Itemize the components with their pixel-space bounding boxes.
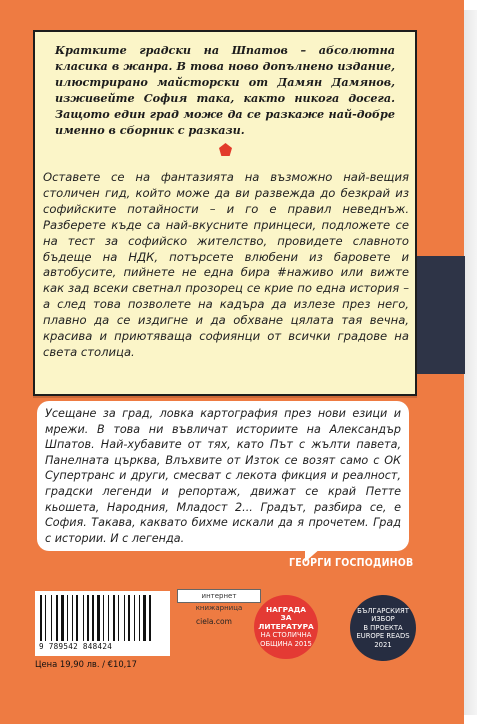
shop-tag[interactable]: интернет книжарница bbox=[177, 589, 261, 603]
barcode-bar bbox=[61, 595, 64, 641]
europe-line-1: БЪЛГАРСКИЯТ bbox=[357, 606, 409, 615]
barcode-bar bbox=[65, 595, 66, 641]
barcode-bar bbox=[83, 595, 84, 641]
barcode-bar bbox=[110, 595, 112, 641]
europe-line-4: EUROPE READS bbox=[356, 632, 410, 641]
barcode-bar bbox=[45, 595, 46, 641]
review-text bbox=[45, 406, 401, 546]
pentagon-icon bbox=[219, 143, 232, 156]
barcode-bar bbox=[128, 595, 130, 641]
barcode-bar bbox=[124, 595, 125, 641]
barcode-bar bbox=[95, 595, 96, 641]
barcode-bar bbox=[103, 595, 104, 641]
europe-line-5: 2021 bbox=[374, 640, 392, 649]
barcode-bar bbox=[120, 595, 123, 641]
europe-reads-badge bbox=[350, 595, 416, 661]
review-part-1: Усещане за град, ловка картография през нови езици и мрежи. В това ни въвличат историите на Александър Шпатов. Най-хубавите от тях, като bbox=[45, 407, 401, 452]
europe-line-2: ИЗБОР bbox=[371, 615, 395, 624]
review-sep-1: , bbox=[397, 438, 401, 452]
review-part-2: и други, смесват с лекота фикция и реалност, градски легенди и репортаж, движат се край Петте кьошета, Народния, Младост 2... Градът, разбира се, е София. Такава, каквато бихме искали да я прочетем. Град с истории. И с легенда. bbox=[45, 469, 401, 545]
europe-line-3: В ПРОЕКТА bbox=[363, 623, 403, 632]
publisher-site[interactable]: ciela.com bbox=[196, 617, 232, 626]
barcode-bar bbox=[143, 595, 146, 641]
blurb-description: Оставете се на фантазията на възможно най-вещия столичен гид, който може да ви развежда до безкрай из софийските потайности – и го е правил неведнъж. Разберете къде са най-вкусните принцеси, подложете се на тест за софийско жителство, провидете славното бъдеще на НДК, потърсете влюбени из бароветe и автобусите, пийнете не една бира #наживо или вижте как зад всеки светнал прозорец се крие по една история – а след това позволете на кадъра да излезе през него, плавно да се издигне и да обхване цялата тая вечна, красива и приютяваща софиянци от всички градове на света столица. bbox=[43, 170, 409, 359]
blurb-quote: Кратките градски на Шпатов – абсолютна класика в жанра. В това ново допълнено издание, илюстрирано майсторски от Дамян Дамянов, изживейте София така, както никога досега. Защото един град може да се разкаже най-добре именно в сборник с разкази. bbox=[55, 43, 395, 137]
back-info-panel bbox=[35, 588, 260, 668]
award-line-2: ЗА ЛИТЕРАТУРА bbox=[258, 613, 314, 631]
barcode-bar bbox=[85, 595, 86, 641]
barcode-bar bbox=[136, 595, 138, 641]
barcode-bar bbox=[72, 595, 73, 641]
review-title-3: Влъхвите от Изток се возят само с ОК Супертранс bbox=[45, 453, 401, 483]
barcode-bar bbox=[113, 595, 115, 641]
barcode-box bbox=[35, 591, 170, 656]
barcode-bar bbox=[47, 595, 50, 641]
barcode-bar bbox=[51, 595, 52, 641]
barcode-bar bbox=[131, 595, 133, 641]
barcode-bar bbox=[74, 595, 75, 641]
barcode-bar bbox=[149, 595, 151, 641]
isbn-number: 9 789542 848424 bbox=[39, 642, 113, 651]
barcode-bar bbox=[76, 595, 78, 641]
barcode-bar bbox=[116, 595, 117, 641]
barcode-bar bbox=[126, 595, 127, 641]
barcode-bar bbox=[40, 595, 42, 641]
review-author: ГЕОРГИ ГОСПОДИНОВ bbox=[289, 557, 414, 569]
barcode-bar bbox=[87, 595, 89, 641]
blurb-panel bbox=[33, 30, 417, 396]
barcode-bar bbox=[134, 595, 135, 641]
barcode-bar bbox=[53, 595, 55, 641]
review-bubble bbox=[37, 401, 409, 551]
barcode-bar bbox=[90, 595, 91, 641]
award-line-4: ОБЩИНА 2015 bbox=[260, 639, 312, 648]
award-line-1: НАГРАДА bbox=[265, 604, 307, 614]
barcode-bar bbox=[69, 595, 71, 641]
page-edge bbox=[464, 10, 477, 715]
review-title-1: Път с жълти павета bbox=[270, 438, 398, 452]
barcode-bar bbox=[59, 595, 60, 641]
review-sep-2: , bbox=[156, 453, 166, 467]
price-label: Цена 19,90 лв. / €10,17 bbox=[35, 659, 137, 669]
review-title-2: Панелната църква bbox=[45, 453, 157, 467]
barcode-bar bbox=[108, 595, 109, 641]
barcode-bar bbox=[101, 595, 102, 641]
barcode-icon bbox=[40, 595, 164, 641]
barcode-bar bbox=[118, 595, 119, 641]
barcode-bar bbox=[141, 595, 142, 641]
barcode-bar bbox=[67, 595, 68, 641]
barcode-bar bbox=[147, 595, 148, 641]
barcode-bar bbox=[79, 595, 82, 641]
barcode-bar bbox=[139, 595, 140, 641]
barcode-bar bbox=[92, 595, 94, 641]
award-badge bbox=[254, 595, 318, 659]
barcode-bar bbox=[97, 595, 100, 641]
barcode-bar bbox=[105, 595, 107, 641]
barcode-bar bbox=[43, 595, 44, 641]
barcode-bar bbox=[56, 595, 58, 641]
award-line-3: НА СТОЛИЧНА bbox=[260, 631, 312, 640]
